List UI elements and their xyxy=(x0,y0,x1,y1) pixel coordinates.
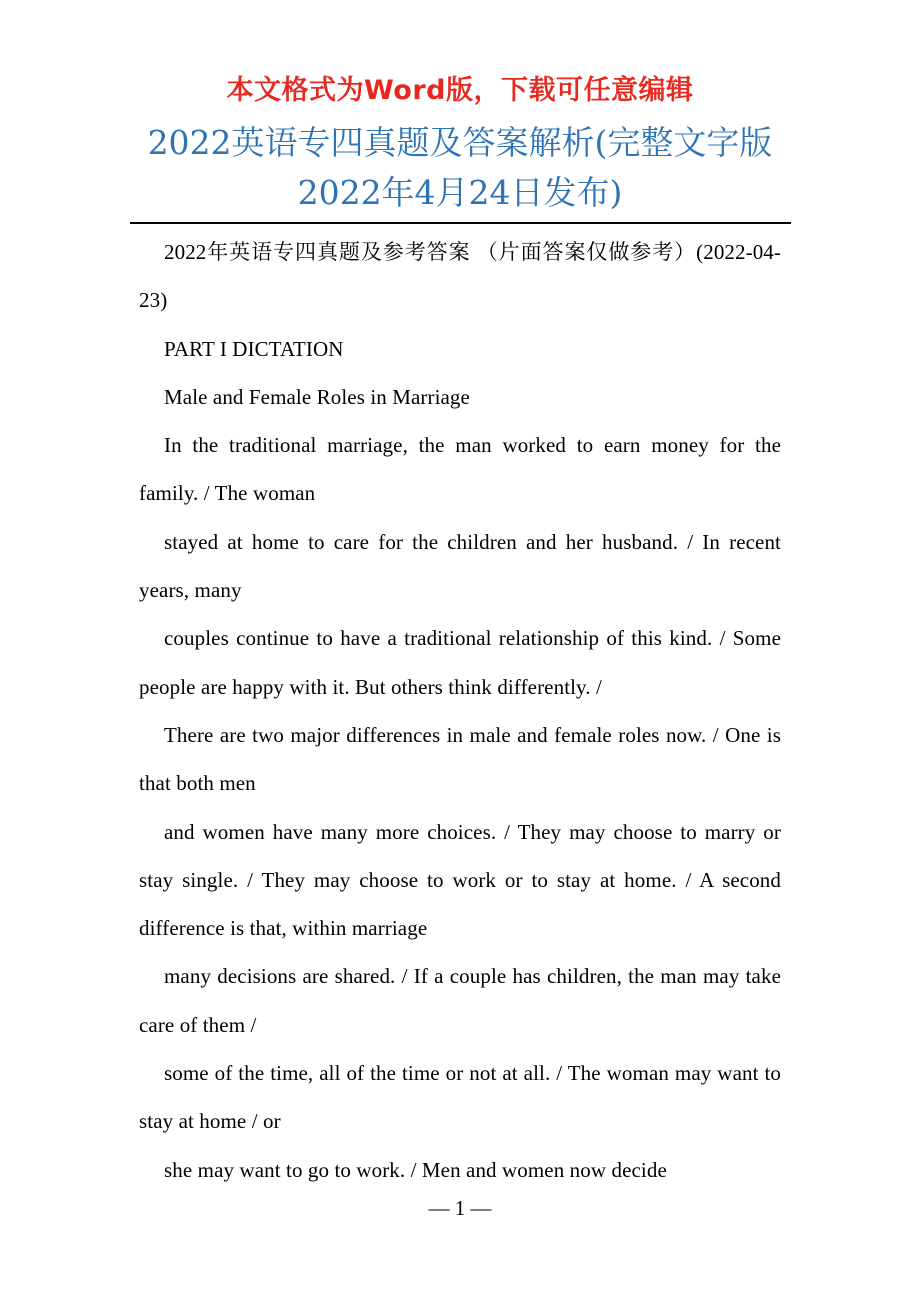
page-number: — 1 — xyxy=(428,1196,492,1220)
paragraph: she may want to go to work. / Men and women now decide xyxy=(164,1157,667,1182)
paragraph: stayed at home to care for the children and her husband. / In recent years, many xyxy=(139,529,781,603)
paragraph: some of the time, all of the time or not at all. / The woman may want to stay at home / or xyxy=(139,1061,781,1134)
paragraph: There are two major differences in male and female roles now. / One is that both men xyxy=(139,722,781,796)
paragraph: couples continue to have a traditional relationship of this kind. / Some people are happy with it. But others think differently. / xyxy=(139,626,781,699)
title-line-1: 2022英语专四真题及答案解析(完整文字版 xyxy=(147,123,773,162)
document-body xyxy=(139,228,781,1194)
title-divider xyxy=(130,222,791,224)
editable-format-notice: 本文格式为Word版，下载可任意编辑 xyxy=(226,75,694,106)
title-line-2: 2022年4月24日发布) xyxy=(297,173,623,212)
dictation-title: Male and Female Roles in Marriage xyxy=(164,384,470,409)
paragraph-heading-cn: 2022年英语专四真题及参考答案 （片面答案仅做参考）(2022-04-23) xyxy=(139,240,781,313)
paragraph: In the traditional marriage, the man worked to earn money for the family. / The woman xyxy=(139,433,781,506)
section-heading: PART I DICTATION xyxy=(164,336,344,361)
paragraph: and women have many more choices. / They may choose to marry or stay single. / They may choose to work or to stay at home. / A second difference is that, within marriage xyxy=(139,819,781,941)
paragraph: many decisions are shared. / If a couple has children, the man may take care of them / xyxy=(139,964,781,1037)
document-title xyxy=(130,118,790,218)
